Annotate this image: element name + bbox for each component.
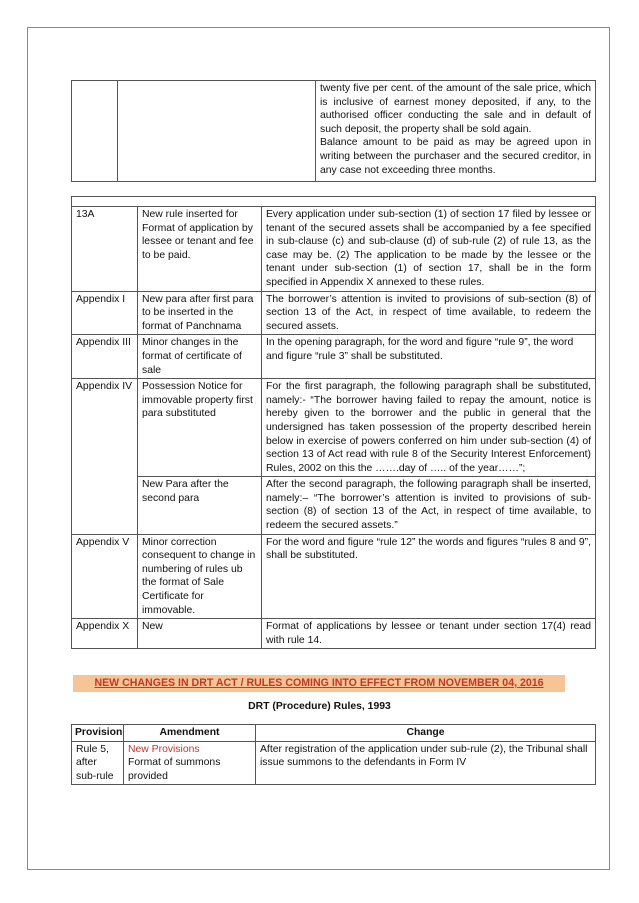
table-row [72, 335, 596, 379]
header-change: Change [256, 725, 596, 742]
cell-amendment [124, 741, 256, 785]
cell-description [118, 81, 316, 182]
table-row [72, 741, 596, 785]
table-row [72, 291, 596, 335]
table-row [72, 477, 596, 534]
table-row [72, 619, 596, 649]
new-provisions-label: New Provisions [128, 743, 200, 755]
cell-text: After the second paragraph, the following paragraph shall be inserted, namely:– “The borrower’s attention is invited to provisions of sub-section (8) of section 13 of the Act, in respect of time available, to redeem the secured assets.” [262, 477, 596, 534]
cell-provision: 13A [72, 207, 138, 292]
section-banner: NEW CHANGES IN DRT ACT / RULES COMING INTO EFFECT FROM NOVEMBER 04, 2016 [73, 675, 565, 692]
cell-text: In the opening paragraph, for the word and figure “rule 9”, the word and figure “rule 3” shall be substituted. [262, 335, 596, 379]
cell-text: Format of applications by lessee or tenant under section 17(4) read with rule 14. [262, 619, 596, 649]
cell-description: Minor correction consequent to change in numbering of rules ub the format of Sale Certificate for immovable. [138, 534, 262, 619]
cell-provision: Appendix III [72, 335, 138, 379]
header-provision: Provision [72, 725, 124, 742]
cell-provision [72, 81, 118, 182]
cell-description: New para after first para to be inserted in the format of Panchnama [138, 291, 262, 335]
cell-provision: Appendix X [72, 619, 138, 649]
cell-provision: Rule 5, after sub-rule [72, 741, 124, 785]
table-header-row [72, 725, 596, 742]
cell-provision: Appendix IV [72, 379, 138, 535]
amendments-table [71, 196, 596, 649]
sale-price-paragraph: twenty five per cent. of the amount of the sale price, which is inclusive of earnest money deposited, if any, to the authorised officer conducting the sale and in default of such deposit, the property shall be sold again. [320, 83, 591, 135]
cell-text: For the first paragraph, the following paragraph shall be substituted, namely:- “The borrower having failed to repay the amount, notice is hereby given to the borrower and the public in general that the undersigned has taken possession of the property described herein below in exercise of powers conferred on him under sub-section (4) of section 13 of Act read with rule 8 of the Security Interest Enforcement) Rules, 2002 on this the …….day of ….. of the year……”; [262, 379, 596, 477]
header-amendment: Amendment [124, 725, 256, 742]
cell-provision: Appendix I [72, 291, 138, 335]
cell-description: New [138, 619, 262, 649]
cell-text [316, 81, 596, 182]
spacer-row [72, 197, 596, 207]
cell-text: For the word and figure “rule 12” the words and figures “rules 8 and 9”, shall be substituted. [262, 534, 596, 619]
table-row [72, 81, 596, 182]
table-row [72, 379, 596, 477]
table-row [72, 534, 596, 619]
cell-change: After registration of the application under sub-rule (2), the Tribunal shall issue summons to the defendants in Form IV [256, 741, 596, 785]
cell-description: Possession Notice for immovable property first para substituted [138, 379, 262, 477]
drt-rules-table [71, 724, 596, 785]
cell-description: New Para after the second para [138, 477, 262, 534]
amendment-text: Format of summons provided [128, 757, 221, 782]
cell-description: Minor changes in the format of certificate of sale [138, 335, 262, 379]
cell-description: New rule inserted for Format of application by lessee or tenant and fee to be paid. [138, 207, 262, 292]
balance-paragraph: Balance amount to be paid as may be agreed upon in writing between the purchaser and the secured creditor, in any case not exceeding three months. [320, 137, 591, 176]
continuation-table [71, 80, 596, 182]
cell-provision: Appendix V [72, 534, 138, 619]
cell-text: Every application under sub-section (1) of section 17 filed by lessee or tenant of the secured assets shall be accompanied by a fee specified in sub-clause (c) and sub-clause (d) of sub-rule (2) of rule 13, as the case may be. (2) The application to be made by the lessee or the tenant under sub-section (1) of section 17, shall be in the form specified in Appendix X annexed to these rules. [262, 207, 596, 292]
cell-text: The borrower’s attention is invited to provisions of sub-section (8) of section 13 of the Act, in respect of time available, to redeem the secured assets. [262, 291, 596, 335]
rules-subtitle: DRT (Procedure) Rules, 1993 [248, 701, 391, 712]
table-row [72, 207, 596, 292]
